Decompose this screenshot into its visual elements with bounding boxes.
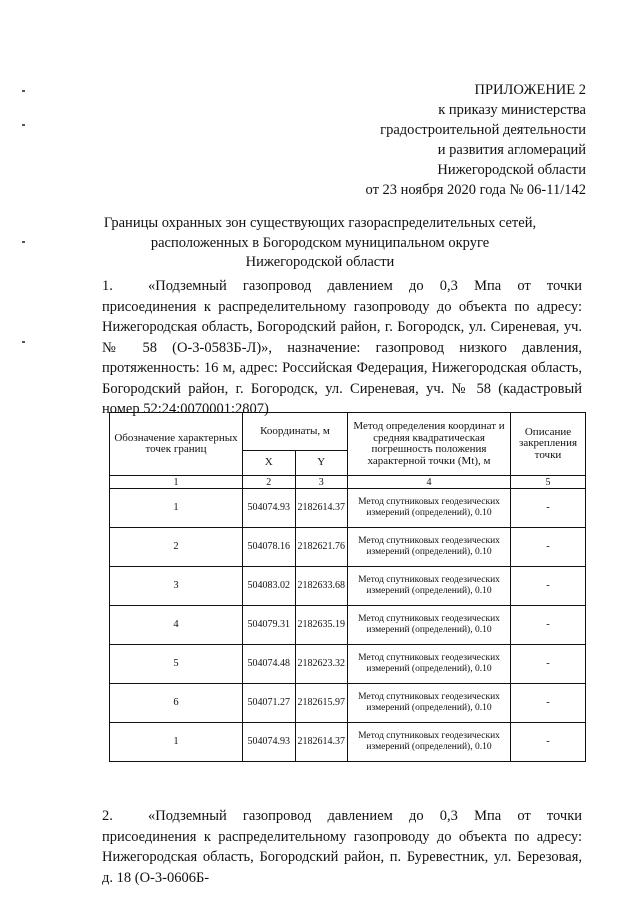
cell-method: Метод спутниковых геодезических измерений (определений), 0.10: [348, 645, 511, 684]
header-description: Описание закрепления точки: [511, 413, 586, 476]
appendix-title: ПРИЛОЖЕНИЕ 2: [474, 82, 586, 98]
table-row: [110, 684, 586, 723]
heading-line: Границы охранных зон существующих газораспределительных сетей,: [103, 215, 537, 231]
cell-method: Метод спутниковых геодезических измерений (определений), 0.10: [348, 606, 511, 645]
cell-description: -: [511, 489, 586, 528]
appendix-line: Нижегородской области: [437, 162, 586, 178]
cell-description: -: [511, 606, 586, 645]
table-row: [110, 723, 586, 762]
cell-x: 504071.27: [243, 684, 296, 723]
cell-y: 2182614.37: [295, 723, 348, 762]
scan-mark: [22, 241, 25, 243]
cell-y: 2182623.32: [295, 645, 348, 684]
item-text: «Подземный газопровод давлением до 0,3 Мпа от точки присоединения к распределительному газопроводу до объекта по адресу: Нижегородская область, Богородский район, г. Богородск, ул. Сиреневая, уч. № 58 (О-3-0583Б-Л)», назначение: газопровод низкого давления, протяженность: 16 м, адрес: Российская Федерация, Нижегородская область, Богородский район, г. Богородск, ул. Сиреневая, уч. № 58 (кадастровый номер 52:24:0070001:2807): [102, 278, 582, 417]
appendix-line: и развития агломераций: [437, 142, 586, 158]
header-point-name: Обозначение характерных точек границ: [110, 413, 243, 476]
table-row: [110, 645, 586, 684]
cell-x: 504074.48: [243, 645, 296, 684]
appendix-line: градостроительной деятельности: [380, 122, 586, 138]
item-number: 1.: [102, 278, 113, 294]
cell-method: Метод спутниковых геодезических измерений (определений), 0.10: [348, 528, 511, 567]
cell-description: -: [511, 684, 586, 723]
cell-method: Метод спутниковых геодезических измерений (определений), 0.10: [348, 567, 511, 606]
cell-x: 504078.16: [243, 528, 296, 567]
appendix-block: [286, 80, 586, 200]
header-y: Y: [295, 451, 348, 476]
table-row: [110, 528, 586, 567]
cell-y: 2182614.37: [295, 489, 348, 528]
column-index: 1: [110, 476, 243, 489]
cell-y: 2182635.19: [295, 606, 348, 645]
cell-description: -: [511, 645, 586, 684]
cell-point: 6: [110, 684, 243, 723]
item-2-paragraph: [102, 806, 582, 888]
header-coordinates: Координаты, м: [243, 413, 348, 451]
table-row: [110, 567, 586, 606]
column-index: 4: [348, 476, 511, 489]
cell-point: 3: [110, 567, 243, 606]
cell-description: -: [511, 567, 586, 606]
cell-x: 504079.31: [243, 606, 296, 645]
cell-point: 1: [110, 489, 243, 528]
cell-method: Метод спутниковых геодезических измерений (определений), 0.10: [348, 489, 511, 528]
appendix-date: от 23 ноября 2020 года № 06-11/142: [365, 182, 586, 198]
cell-method: Метод спутниковых геодезических измерений (определений), 0.10: [348, 723, 511, 762]
document-heading: [100, 214, 540, 273]
appendix-line: к приказу министерства: [438, 102, 586, 118]
column-index: 3: [295, 476, 348, 489]
table-row: [110, 606, 586, 645]
item-text: «Подземный газопровод давлением до 0,3 Мпа от точки присоединения к распределительному газопроводу до объекта по адресу: Нижегородская область, Богородский район, п. Буревестник, ул. Березовая, д. 18 (О-3-0606Б-: [102, 808, 582, 886]
column-index: 5: [511, 476, 586, 489]
scan-mark: [22, 124, 25, 126]
heading-line: Нижегородской области: [245, 254, 395, 270]
cell-description: -: [511, 723, 586, 762]
cell-point: 4: [110, 606, 243, 645]
table-row: [110, 489, 586, 528]
cell-y: 2182633.68: [295, 567, 348, 606]
header-x: X: [243, 451, 296, 476]
column-index-row: [110, 476, 586, 489]
item-number: 2.: [102, 808, 113, 824]
scan-mark: [22, 341, 25, 343]
cell-x: 504083.02: [243, 567, 296, 606]
cell-point: 2: [110, 528, 243, 567]
coordinates-table: [109, 412, 586, 762]
scan-mark: [22, 90, 25, 92]
cell-point: 5: [110, 645, 243, 684]
cell-method: Метод спутниковых геодезических измерений (определений), 0.10: [348, 684, 511, 723]
column-index: 2: [243, 476, 296, 489]
heading-line: расположенных в Богородском муниципальном округе: [150, 234, 490, 251]
cell-y: 2182621.76: [295, 528, 348, 567]
cell-y: 2182615.97: [295, 684, 348, 723]
cell-x: 504074.93: [243, 489, 296, 528]
item-1-paragraph: [102, 276, 582, 420]
header-method: Метод определения координат и средняя квадратическая погрешность положения характерной точки (Mt), м: [348, 413, 511, 476]
cell-point: 1: [110, 723, 243, 762]
cell-description: -: [511, 528, 586, 567]
cell-x: 504074.93: [243, 723, 296, 762]
